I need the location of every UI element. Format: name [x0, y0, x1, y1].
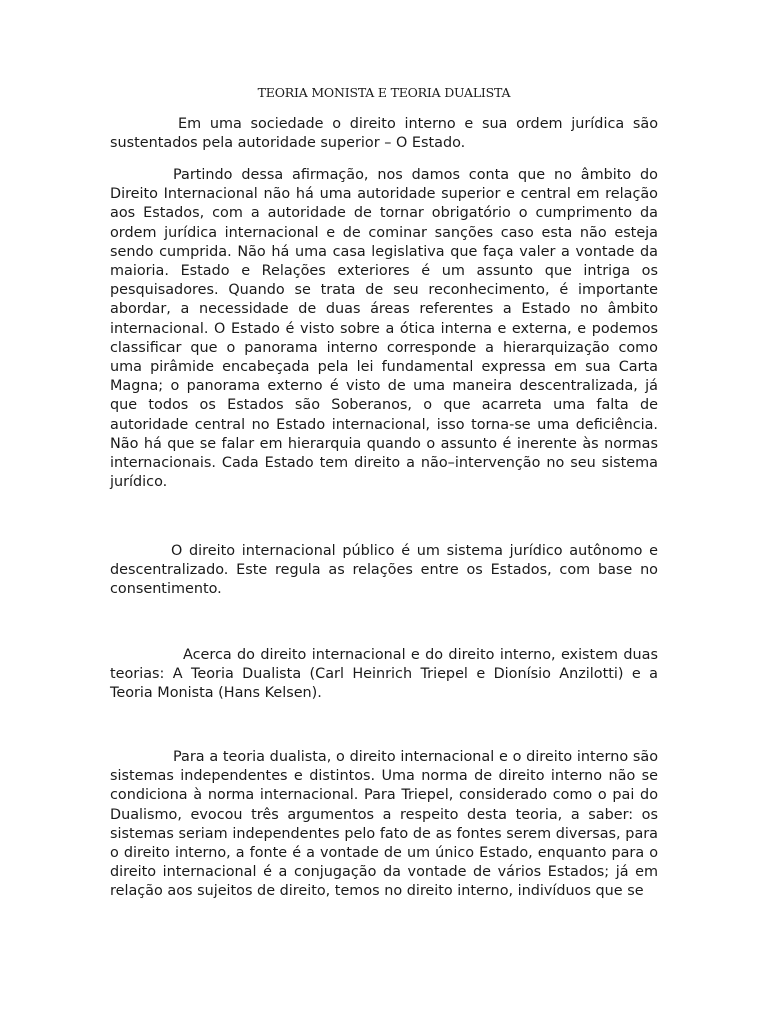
paragraph-2: Partindo dessa afirmação, nos damos conta que no âmbito do Direito Internacional não há uma autoridade superior e central em relação aos Estados, com a autoridade de tornar obrigatório o cumprimento da ordem jurídica internacional e de cominar sanções caso esta não esteja sendo cumprida. Não há uma casa legislativa que faça valer a vontade da maioria. Estado e Relações exteriores é um assunto que intriga os pesquisadores. Quando se trata de seu reconhecimento, é importante abordar, a necessidade de duas áreas referentes a Estado no âmbito internacional. O Estado é visto sobre a ótica interna e externa, e podemos classificar que o panorama interno corresponde a hierarquização como uma pirâmide encabeçada pela lei fundamental expressa em sua Carta Magna; o panorama externo é visto de uma maneira descentralizada, já que todos os Estados são Soberanos, o que acarreta uma falta de autoridade central no Estado internacional, isso torna-se uma deficiência. Não há que se falar em hierarquia quando o assunto é inerente às normas internacionais. Cada Estado tem direito a não–intervenção no seu sistema jurídico.: [110, 167, 658, 491]
paragraph-4: Acerca do direito internacional e do direito interno, existem duas teorias: A Teoria Dualista (Carl Heinrich Triepel e Dionísio Anzilotti) e a Teoria Monista (Hans Kelsen).: [110, 647, 658, 702]
paragraph-5: Para a teoria dualista, o direito internacional e o direito interno são sistemas independentes e distintos. Uma norma de direito interno não se condiciona à norma internacional. Para Triepel, considerado como o pai do Dualismo, evocou três argumentos a respeito desta teoria, a saber: os sistemas seriam independentes pelo fato de as fontes serem diversas, para o direito interno, a fonte é a vontade de um único Estado, enquanto para o direito internacional é a conjugação da vontade de vários Estados; já em relação aos sujeitos de direito, temos no direito interno, indivíduos que se: [110, 749, 658, 900]
document-title: TEORIA MONISTA E TEORIA DUALISTA: [257, 85, 511, 100]
paragraph-1: Em uma sociedade o direito interno e sua ordem jurídica são sustentados pela autoridade superior – O Estado.: [110, 116, 658, 152]
paragraph-3: O direito internacional público é um sistema jurídico autônomo e descentralizado. Este regula as relações entre os Estados, com base no consentimento.: [110, 543, 658, 598]
